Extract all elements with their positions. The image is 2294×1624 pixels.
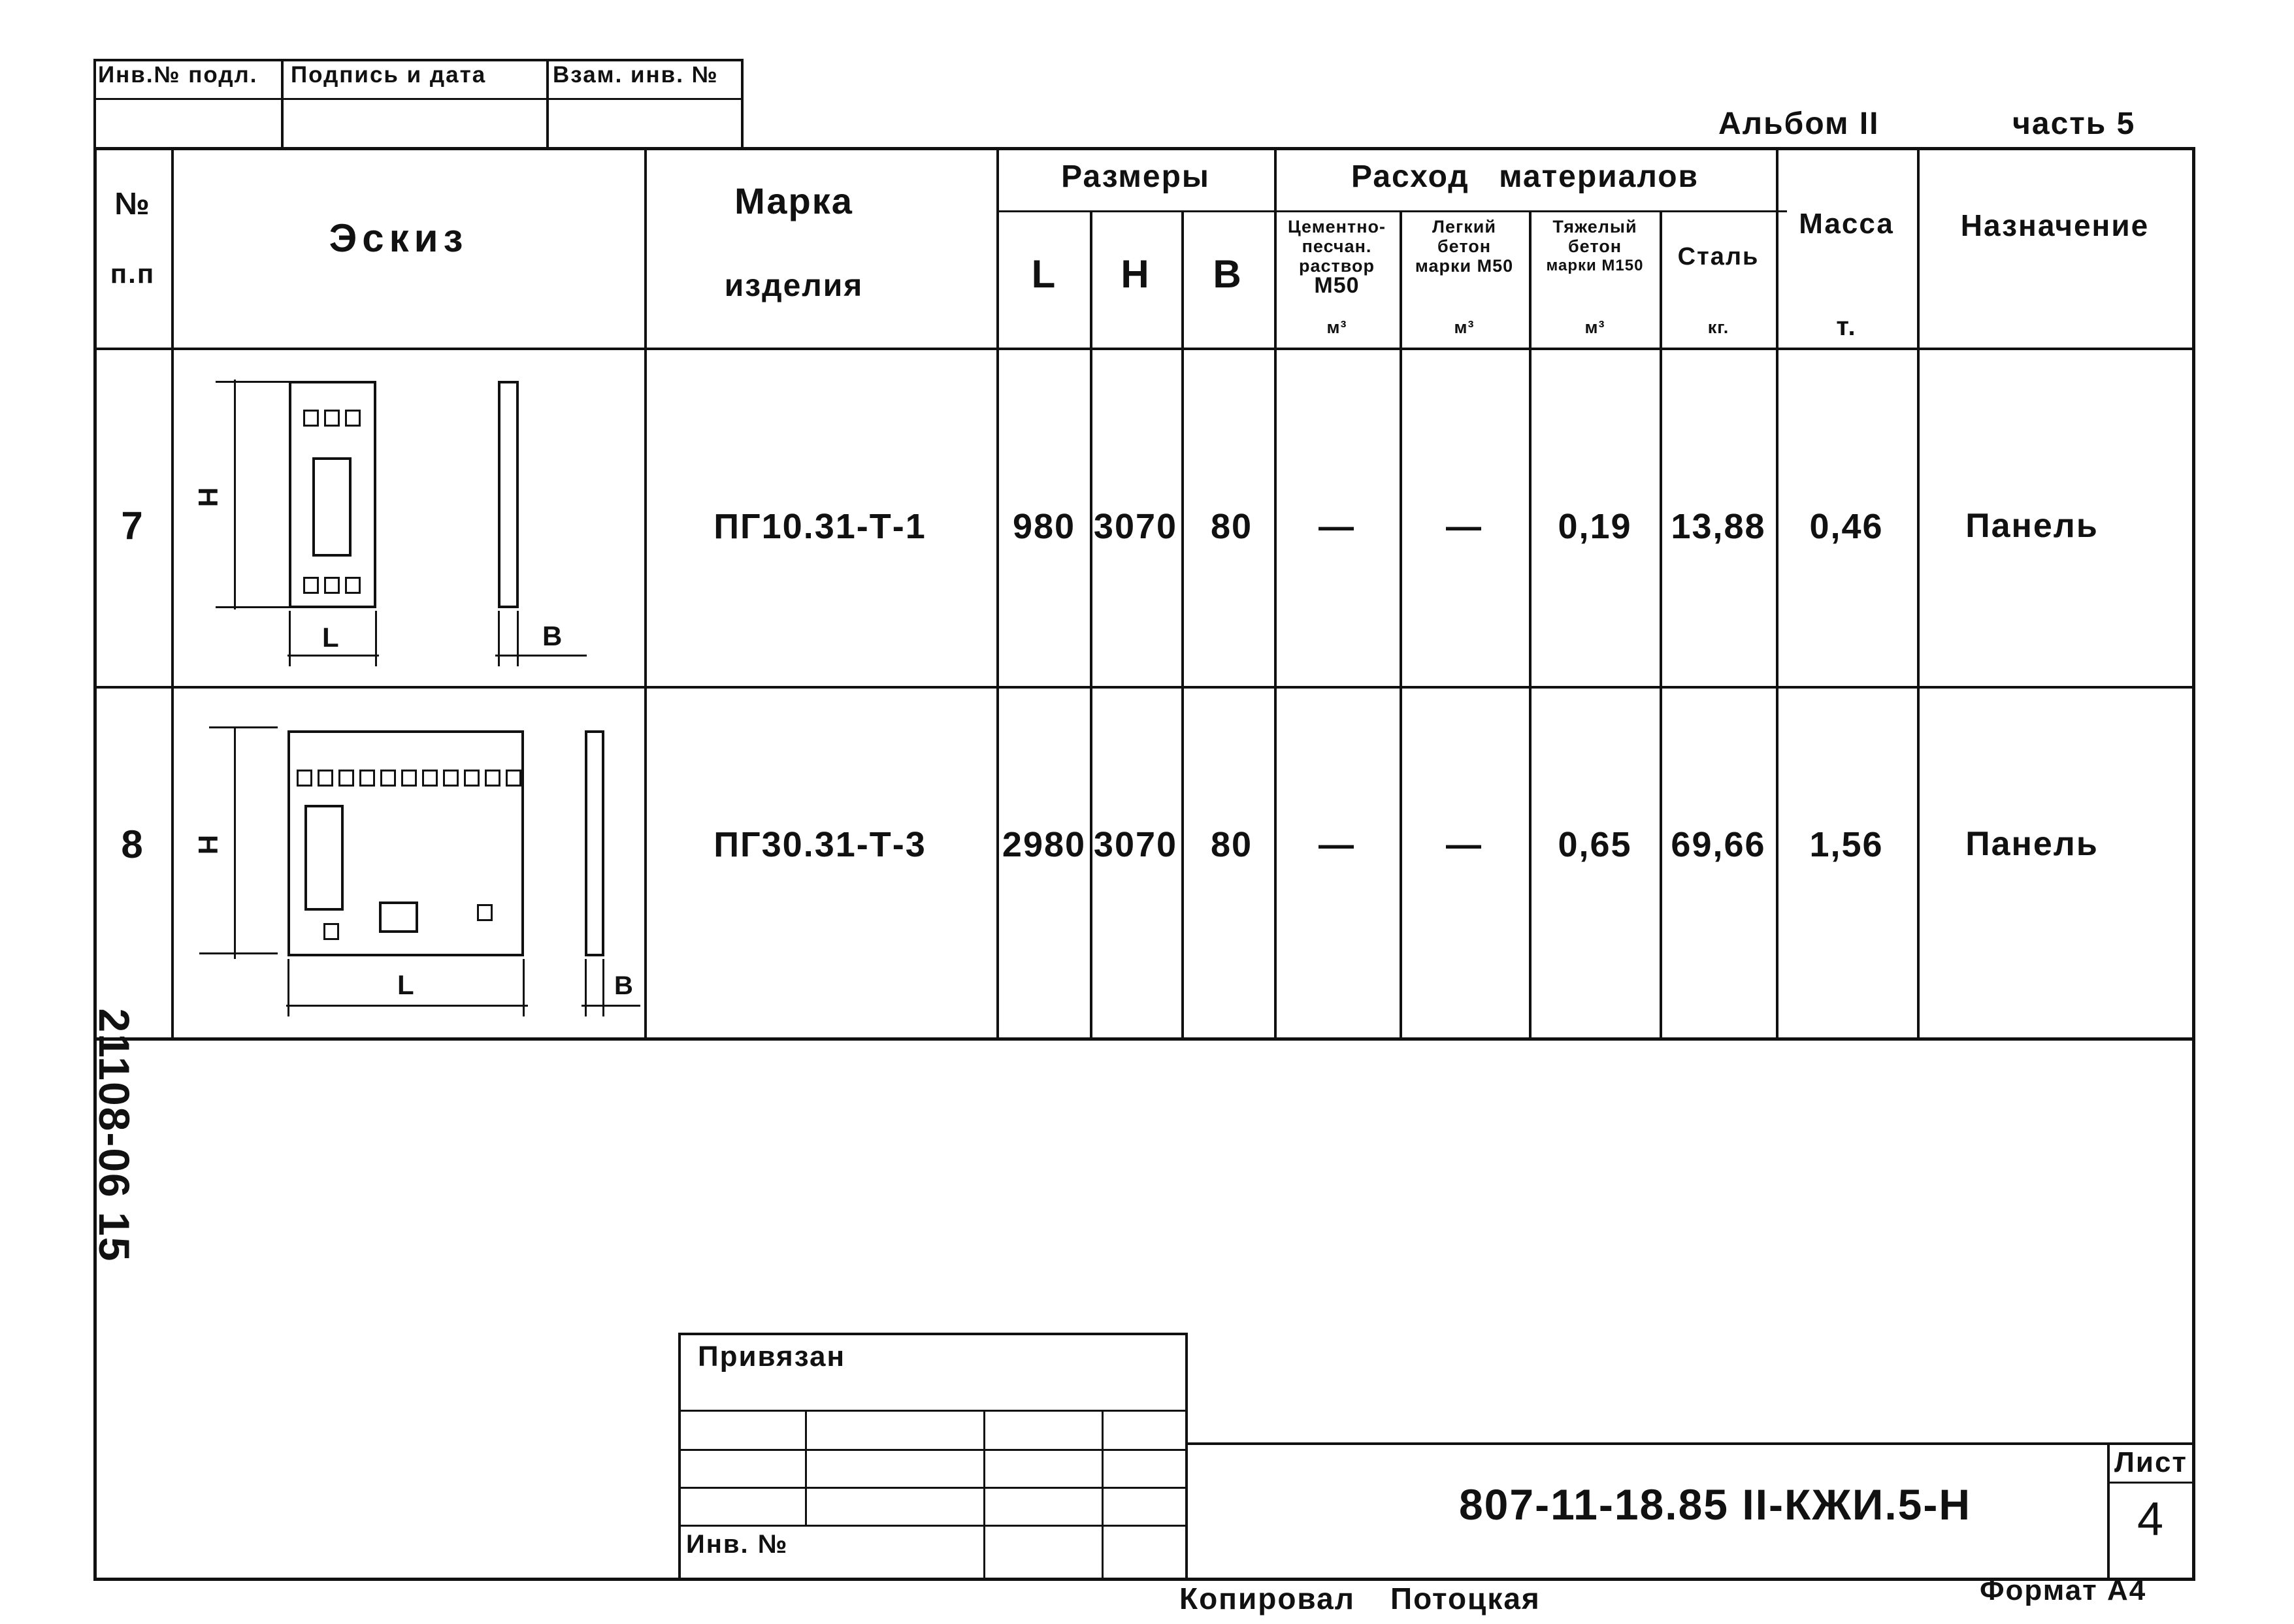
header-mass-unit: т. (1836, 312, 1857, 341)
header-mortar-3: раствор (1299, 256, 1375, 276)
side-number: 21108-06 15 (90, 1008, 139, 1263)
row-7-h: 3070 (1093, 507, 1178, 546)
row-7-l: 980 (1012, 507, 1076, 546)
doc-code: 807-11-18.85 II-КЖИ.5-Н (1458, 1480, 1972, 1529)
row-8-mark: ПГ30.31-Т-3 (713, 825, 926, 864)
row-8-mass: 1,56 (1809, 825, 1884, 864)
binding-title: Привязан (698, 1340, 846, 1372)
header-light-2: бетон (1437, 236, 1492, 256)
part-label: часть 5 (2012, 106, 2136, 141)
header-num-pp: п.п (110, 258, 156, 289)
sheet-label: Лист (2114, 1446, 2187, 1478)
row-7-steel: 13,88 (1671, 507, 1766, 546)
header-size-b: B (1213, 252, 1243, 296)
header-size-h: H (1121, 252, 1151, 296)
sketch-7-l-label: L (322, 622, 340, 653)
row-8-mortar: — (1319, 825, 1355, 864)
sketch-8-l-label: L (397, 969, 416, 1000)
row-7-purpose: Панель (1965, 507, 2099, 545)
row-7-mark: ПГ10.31-Т-1 (713, 507, 926, 546)
header-num: № (114, 187, 151, 221)
row-7-b: 80 (1210, 507, 1253, 546)
header-steel-unit: кг. (1707, 317, 1729, 337)
row-7-light: — (1446, 507, 1483, 546)
sketch-7-h-label: H (193, 487, 224, 509)
header-mortar-2: песчан. (1302, 236, 1372, 256)
row-8-purpose: Панель (1965, 825, 2099, 863)
header-heavy-3: марки М150 (1546, 257, 1644, 274)
header-sketch: Эскиз (329, 216, 468, 260)
stamp-vzam: Взам. инв. № (553, 62, 719, 88)
header-purpose: Назначение (1960, 208, 2150, 242)
row-8-l: 2980 (1002, 825, 1087, 864)
header-mortar-1: Цементно- (1287, 217, 1386, 236)
row-8-heavy: 0,65 (1558, 825, 1632, 864)
header-light-unit: м³ (1454, 317, 1475, 337)
table-frame-top (93, 147, 2195, 150)
header-size-l: L (1031, 252, 1057, 296)
row-7-num: 7 (121, 504, 144, 547)
stamp-podpis: Подпись и дата (291, 62, 487, 88)
header-light-3: марки М50 (1415, 256, 1514, 276)
sketch-8-h-label: H (193, 834, 224, 856)
stamp-inv-podl: Инв.№ подл. (98, 62, 258, 88)
header-heavy-2: бетон (1567, 236, 1622, 256)
sketch-8-b-label: B (614, 971, 634, 1000)
row-8-steel: 69,66 (1671, 825, 1766, 864)
header-materials: Расход материалов (1351, 159, 1699, 194)
header-mark: Марка (734, 180, 853, 221)
footer-copied: Копировал (1179, 1582, 1355, 1616)
header-heavy-unit: м³ (1584, 317, 1605, 337)
row-8-b: 80 (1210, 825, 1253, 864)
sheet-number: 4 (2137, 1493, 2165, 1546)
sketch-7-b-label: B (542, 621, 564, 651)
header-mortar-unit: м³ (1326, 317, 1347, 337)
header-mass: Масса (1799, 208, 1894, 240)
header-light-1: Легкий (1432, 217, 1496, 236)
row-7-mass: 0,46 (1809, 507, 1884, 546)
album-label: Альбом II (1718, 106, 1880, 141)
row-7-heavy: 0,19 (1558, 507, 1632, 546)
row-8-num: 8 (121, 822, 144, 866)
binding-inv: Инв. № (686, 1530, 789, 1559)
header-sizes: Размеры (1061, 159, 1210, 194)
footer-format: Формат А4 (1980, 1574, 2147, 1606)
row-8-h: 3070 (1093, 825, 1178, 864)
header-mark-product: изделия (724, 268, 864, 303)
header-steel: Сталь (1677, 243, 1760, 270)
header-mortar-4: М50 (1314, 273, 1360, 298)
header-heavy-1: Тяжелый (1552, 217, 1637, 236)
row-7-mortar: — (1319, 507, 1355, 546)
row-8-light: — (1446, 825, 1483, 864)
footer-name: Потоцкая (1390, 1582, 1541, 1616)
